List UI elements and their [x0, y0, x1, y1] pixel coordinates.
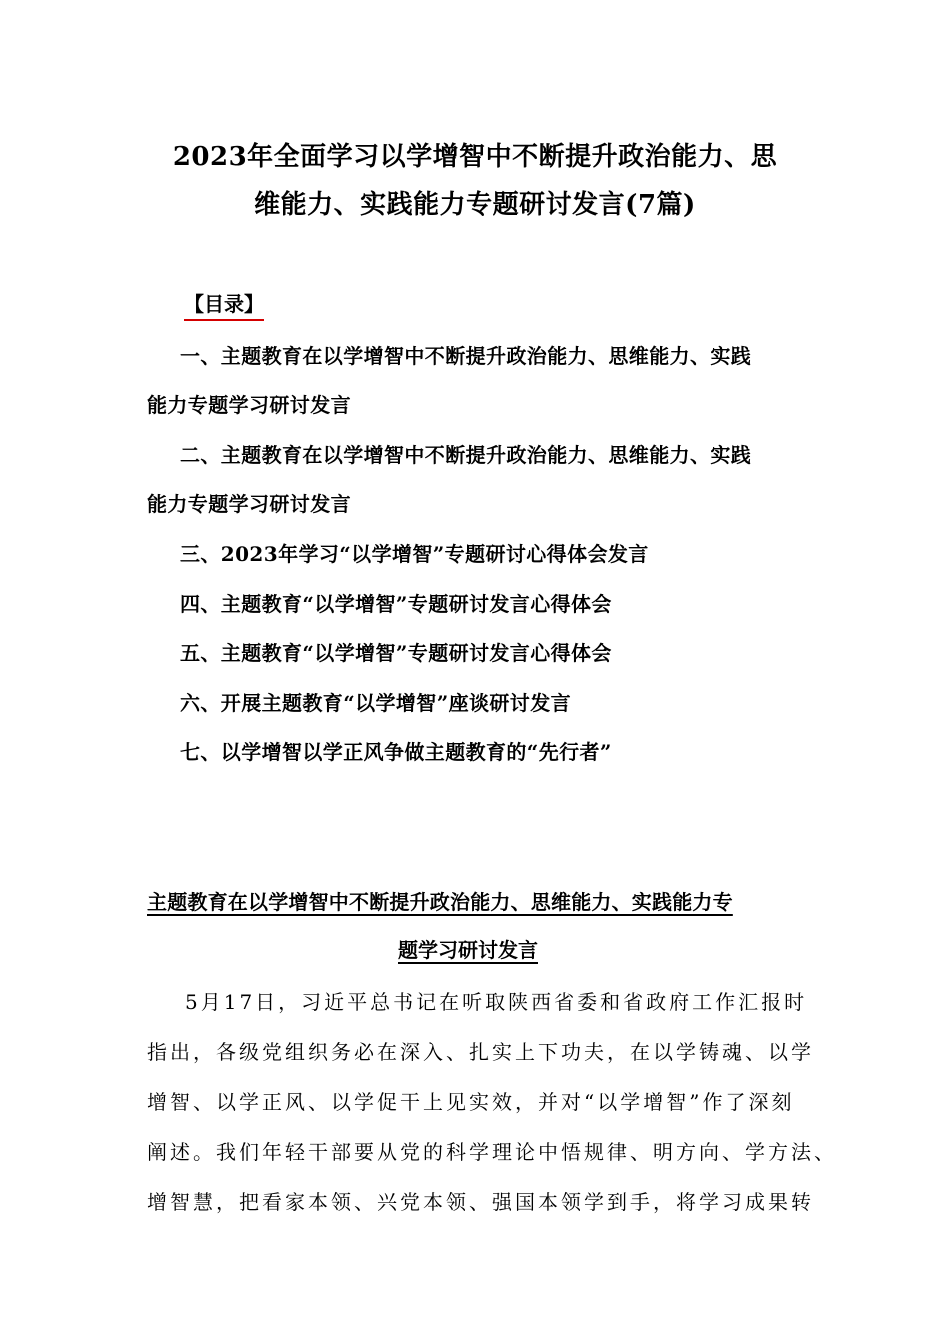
- section-title-line-1: 主题教育在以学增智中不断提升政治能力、思维能力、实践能力专: [147, 890, 733, 914]
- toc-item-1-line-1: 一、主题教育在以学增智中不断提升政治能力、思维能力、实践: [180, 344, 752, 368]
- body-paragraph-line-5: 增智慧，把看家本领、兴党本领、强国本领学到手，将学习成果转: [147, 1190, 814, 1214]
- body-paragraph-line-4: 阐述。我们年轻干部要从党的科学理论中悟规律、明方向、学方法、: [147, 1140, 837, 1164]
- toc-item-1-line-2: 能力专题学习研讨发言: [147, 393, 351, 417]
- toc-item-7: 七、以学增智以学正风争做主题教育的“先行者”: [180, 740, 612, 764]
- body-paragraph-line-3: 增智、以学正风、以学促干上见实效，并对“以学增智”作了深刻: [147, 1090, 795, 1114]
- toc-item-3: 三、2023年学习“以学增智”专题研讨心得体会发言: [180, 542, 649, 566]
- toc-item-5: 五、主题教育“以学增智”专题研讨发言心得体会: [180, 641, 612, 665]
- toc-item-2-line-2: 能力专题学习研讨发言: [147, 492, 351, 516]
- toc-heading: 【目录】: [184, 288, 264, 321]
- toc-item-6: 六、开展主题教育“以学增智”座谈研讨发言: [180, 691, 572, 715]
- document-title-line-2: 维能力、实践能力专题研讨发言(7篇): [254, 190, 696, 220]
- body-paragraph-line-2: 指出，各级党组织务必在深入、扎实上下功夫，在以学铸魂、以学: [147, 1040, 814, 1064]
- section-title-line-2: 题学习研讨发言: [398, 938, 538, 962]
- toc-item-4: 四、主题教育“以学增智”专题研讨发言心得体会: [180, 592, 612, 616]
- document-title-line-1: 2023年全面学习以学增智中不断提升政治能力、思: [172, 142, 778, 172]
- toc-item-2-line-1: 二、主题教育在以学增智中不断提升政治能力、思维能力、实践: [180, 443, 752, 467]
- body-paragraph-line-1: 5月17日，习近平总书记在听取陕西省委和省政府工作汇报时: [185, 990, 808, 1014]
